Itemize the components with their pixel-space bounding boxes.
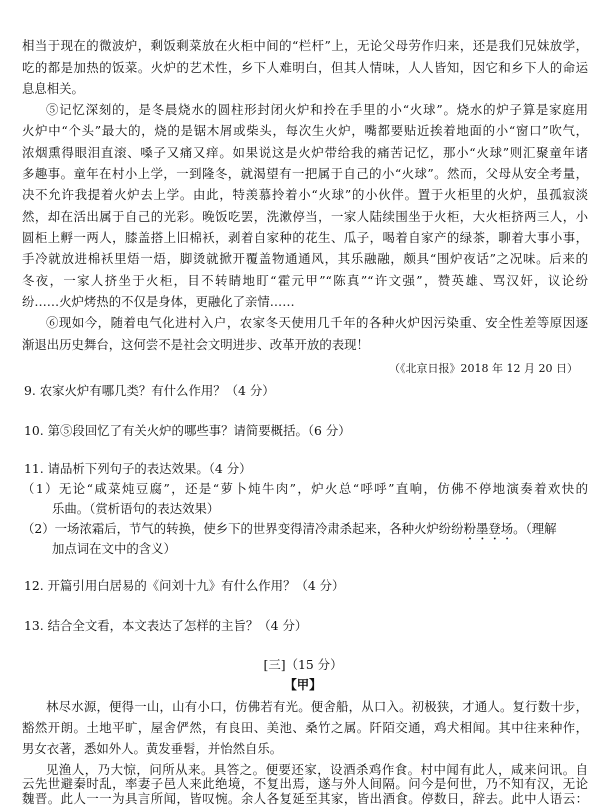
question-10: 10. 第⑤段回忆了有关火炉的哪些事？请简要概括。（6 分） <box>24 423 351 438</box>
para5-line-3: 浓烟熏得眼泪直滚、嗓子又痛又痒。如果说这是火炉带给我的痛苦记忆，那小“火球”则汇聚童年诸 <box>22 145 588 160</box>
source-citation: （《北京日报》2018 年 12 月 20 日） <box>389 362 578 375</box>
para5-line-7: 圆柜上孵一两人，膝盖搭上旧棉袄，剥着自家种的花生、瓜子，喝着自家产的绿茶，聊着大事小事， <box>22 230 588 245</box>
passage-line-5: 云先世避秦时乱，率妻子邑人来此绝境，不复出焉，遂与外人间隔。问今是何世，乃不知有汉，无论 <box>22 776 588 791</box>
question-11-item-1-cont: 乐曲。（赏析语句的表达效果） <box>52 501 220 516</box>
passage-line-1: 林尽水源，便得一山，山有小口，仿佛若有光。便舍船，从口入。初极狭，才通人。复行数十步， <box>46 699 588 714</box>
para4-line-2: 吃的都是加热的饭菜。火炉的艺术性，乡下人难明白，但其人情味，人人皆知，因它和乡下人的命运 <box>22 60 588 75</box>
question-12: 12. 开篇引用白居易的《问刘十九》有什么作用？（4 分） <box>24 578 345 593</box>
para6-line-1: ⑥现如今，随着电气化进村入户，农家冬天使用几千年的各种火炉因污染重、安全性差等原因逐 <box>46 315 588 330</box>
para5-line-8: 手冷就放进棉袄里焐一焐，脚烫就掀开覆盖物通通风，其乐融融，颇具“围炉夜话”之况味。后来的 <box>22 251 588 266</box>
passage-line-2: 豁然开朗。土地平旷，屋舍俨然，有良田、美池、桑竹之属。阡陌交通，鸡犬相闻。其中往来种作， <box>22 720 588 735</box>
para5-line-2: 火炉中“个头”最大的，烧的是锯木屑或柴头，每次生火炉，嘴都要贴近挨着地面的小“窗口”吹气， <box>22 123 588 138</box>
passage-line-6: 魏晋。此人一一为具言所闻，皆叹惋。余人各复延至其家，皆出酒食。停数日，辞去。此中人语云： <box>22 791 588 806</box>
passage-line-3: 男女衣著，悉如外人。黄发垂髫，并怡然自乐。 <box>22 741 283 756</box>
para5-line-5: 决不允许我提着火炉去上学。由此，特羡慕拎着小“火球”的小伙伴。置于火柜里的火炉，虽孤寂淡 <box>22 187 588 202</box>
para5-line-6: 然，却在活出属于自己的光彩。晚饭吃罢，洗漱停当，一家人陆续围坐于火柜，大火柜挤两三人，小 <box>22 209 588 224</box>
section-3-subheading: 【甲】 <box>284 677 322 692</box>
para4-line-3: 息息相关。 <box>22 81 84 96</box>
question-13: 13. 结合全文看，本文表达了怎样的主旨？（4 分） <box>24 618 308 633</box>
passage-line-4: 见渔人，乃大惊，问所从来。具答之。便要还家，设酒杀鸡作食。村中闻有此人，咸来问讯。自 <box>46 762 588 777</box>
question-11-item-2 <box>22 521 588 543</box>
para5-line-1: ⑤记忆深刻的，是冬晨烧水的圆柱形封闭火炉和拎在手里的小“火球”。烧水的炉子算是家庭用 <box>46 102 588 117</box>
para4-line-1: 相当于现在的微波炉，剩饭剩菜放在火柜中间的“栏杆”上，无论父母劳作归来，还是我们兄妹放学， <box>22 38 588 53</box>
para5-line-9: 冬夜，一家人挤坐于火柜，目不转睛地盯“霍元甲”“陈真”“许文强”，赞英雄、骂汉奸，议论纷 <box>22 273 588 288</box>
q11-2-text-end: 。（理解 <box>513 521 557 536</box>
question-11: 11. 请品析下列句子的表达效果。（4 分） <box>24 461 252 476</box>
para5-line-4: 多趣事。童年在村小上学，一到隆冬，就渴望有一把属于自己的小“火球”。然而，父母从安全考量， <box>22 166 588 181</box>
question-11-item-2-cont: 加点词在文中的含义） <box>52 541 176 556</box>
section-3-heading: [三]（15 分） <box>263 657 343 672</box>
q11-2-dotted-word: 粉墨登场 <box>463 521 514 536</box>
question-9: 9. 农家火炉有哪几类？有什么作用？（4 分） <box>24 383 275 398</box>
para6-line-2: 渐退出历史舞台，这何尝不是社会文明进步、改革开放的表现！ <box>22 337 369 352</box>
para5-line-10: 纷……火炉烤热的不仅是身体，更融化了亲情…… <box>22 294 295 309</box>
q11-2-text: （2）一场浓霜后，节气的转换，使乡下的世界变得清冷肃杀起来，各种火炉纷纷 <box>22 521 464 536</box>
question-11-item-1: （1）无论“咸菜炖豆腐”，还是“萝卜炖牛肉”，炉火总“呼呼”直响，仿佛不停地演奏着欢快的 <box>22 481 588 496</box>
